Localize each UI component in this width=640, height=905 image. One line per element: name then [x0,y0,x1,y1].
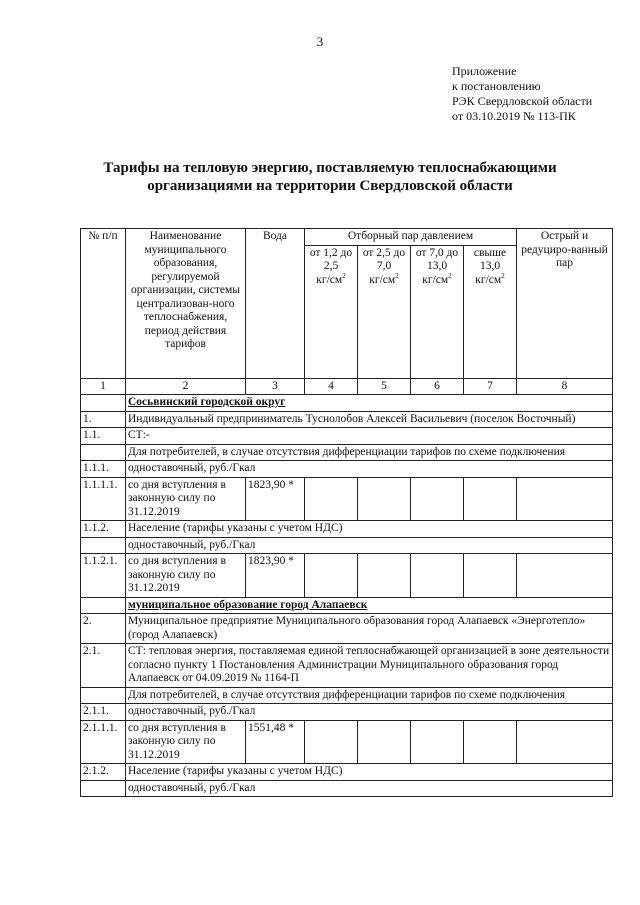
appendix-line: Приложение [452,64,517,78]
row-text: Население (тарифы указаны с учетом НДС) [126,764,613,781]
empty-cell [517,720,613,764]
row-num: 2.1. [81,644,126,688]
table-row [81,687,613,704]
row-text: одноставочный, руб./Гкал [126,704,613,721]
row-text: со дня вступления в законную силу по 31.12.2019 [126,554,246,598]
row-num: 2.1.2. [81,764,126,781]
table-row [81,428,613,445]
row-num: 1.1.2. [81,521,126,538]
header-pressure-1: от 1,2 до 2,5 $кг/см^2$ [305,245,358,378]
empty-cell [517,477,613,521]
row-num: 1.1.1. [81,461,126,478]
section-row [81,395,613,412]
empty-cell [464,477,517,521]
row-text: Индивидуальный предприниматель Туснолобов Алексей Васильевич (поселок Восточный) [126,411,613,428]
row-num [81,780,126,797]
empty-cell [305,477,358,521]
empty-cell [358,720,411,764]
row-text: одноставочный, руб./Гкал [126,461,613,478]
row-text: Население (тарифы указаны с учетом НДС) [126,521,613,538]
empty-cell [464,554,517,598]
tariff-row [81,477,613,521]
header-pressure-3: от 7,0 до 13,0 $кг/см^2$ [411,245,464,378]
water-tariff: 1823,90 * [246,477,305,521]
title-line: организациями на территории Свердловской области [147,178,513,194]
row-num: 2.1.1. [81,704,126,721]
appendix-line: к постановлению [452,79,541,93]
row-text: Для потребителей, в случае отсутствия дифференциации тарифов по схеме подключения [126,687,613,704]
empty-cell [517,554,613,598]
row-text: Муниципальное предприятие Муниципального образования город Алапаевск «Энерготепло» (город Алапаевск) [126,614,613,644]
column-number: 1 [81,378,126,395]
row-text: со дня вступления в законную силу по 31.12.2019 [126,477,246,521]
empty-cell [411,554,464,598]
row-text: со дня вступления в законную силу по 31.12.2019 [126,720,246,764]
empty-cell [305,554,358,598]
column-number: 6 [411,378,464,395]
title-line: Тарифы на тепловую энергию, поставляемую теплоснабжающими [103,160,557,176]
header-num: № п/п [81,229,126,379]
appendix-line: РЭК Свердловской области [452,94,593,108]
row-num: 2. [81,614,126,644]
row-text: одноставочный, руб./Гкал [126,537,613,554]
water-tariff: 1551,48 * [246,720,305,764]
row-text: СТ:- [126,428,613,445]
row-text: СТ: тепловая энергия, поставляемая единой теплоснабжающей организацией в зоне деятельности согласно пункту 1 Постановления Администрации Муниципального образования город Алапаевск от 04.09.2019 № 1164-П [126,644,613,688]
row-num: 1. [81,411,126,428]
appendix-line: от 03.10.2019 № 113-ПК [452,109,576,123]
column-number: 3 [246,378,305,395]
table-row [81,644,613,688]
empty-cell [411,720,464,764]
row-num [81,395,126,412]
empty-cell [411,477,464,521]
appendix-block [452,64,592,124]
tariff-table [80,228,613,797]
row-num [81,687,126,704]
document-title [60,159,600,195]
table-row [81,521,613,538]
empty-cell [305,720,358,764]
row-num [81,444,126,461]
table-row [81,411,613,428]
column-number: 4 [305,378,358,395]
table-row [81,780,613,797]
table-row [81,444,613,461]
header-pressure-2: от 2,5 до 7,0 $кг/см^2$ [358,245,411,378]
tariff-row [81,720,613,764]
row-num [81,537,126,554]
row-num: 1.1.1.1. [81,477,126,521]
header-steam-group: Отборный пар давлением [305,229,517,246]
row-text: одноставочный, руб./Гкал [126,780,613,797]
table-row [81,704,613,721]
header-sharp-steam: Острый и редуциро-ванный пар [517,229,613,379]
section-row [81,597,613,614]
tariff-row [81,554,613,598]
row-num: 1.1. [81,428,126,445]
water-tariff: 1823,90 * [246,554,305,598]
section-title: муниципальное образование город Алапаевск [126,597,613,614]
table-row [81,537,613,554]
table-row [81,461,613,478]
column-number: 5 [358,378,411,395]
row-text: Для потребителей, в случае отсутствия дифференциации тарифов по схеме подключения [126,444,613,461]
section-title: Сосьвинский городской округ [126,395,613,412]
column-number: 7 [464,378,517,395]
empty-cell [464,720,517,764]
header-name: Наименование муниципального образования, регулируемой организации, системы централизован-ного теплоснабжения, период действия тарифов [126,229,246,379]
row-num: 2.1.1.1. [81,720,126,764]
page-number: 3 [316,34,324,49]
header-water: Вода [246,229,305,379]
column-number-row [81,378,613,395]
empty-cell [358,477,411,521]
table-row [81,764,613,781]
row-num [81,597,126,614]
empty-cell [358,554,411,598]
table-row [81,614,613,644]
row-num: 1.1.2.1. [81,554,126,598]
column-number: 2 [126,378,246,395]
column-number: 8 [517,378,613,395]
header-pressure-4: свыше 13,0 $кг/см^2$ [464,245,517,378]
